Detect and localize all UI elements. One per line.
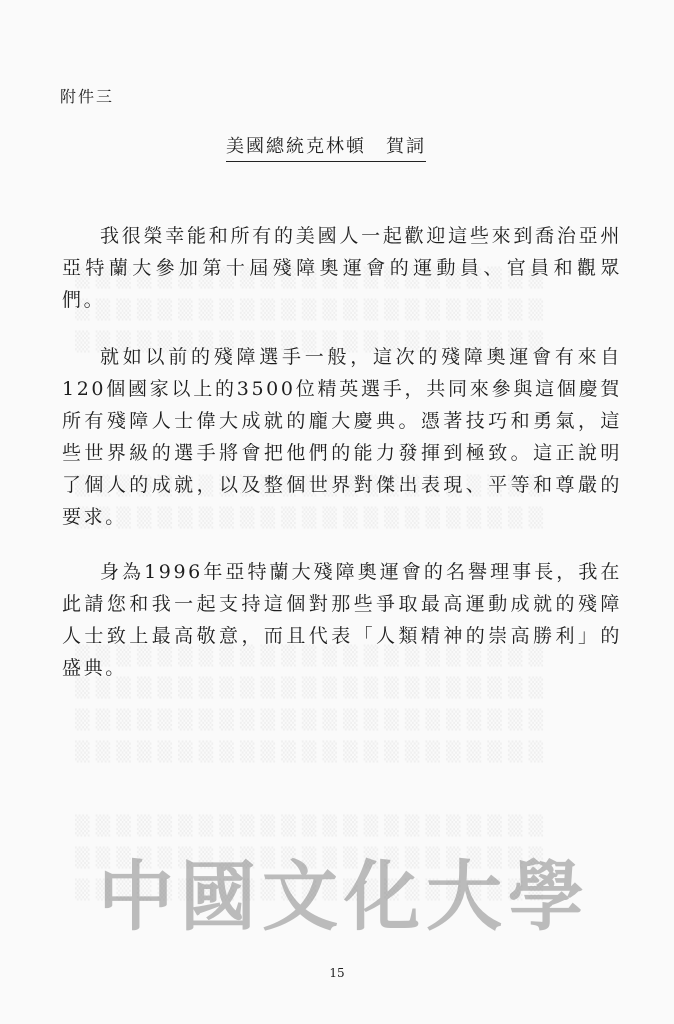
paragraph-honorary-chair: 身為1996年亞特蘭大殘障奧運會的名譽理事長，我在此請您和我一起支持這個對那些爭取最高運動成就的殘障人士致上最高敬意，而且代表「人類精神的崇高勝利」的盛典。 [62,561,622,679]
attachment-label: 附件三 [60,87,115,106]
paragraph-welcome: 我很榮幸能和所有的美國人一起歡迎這些來到喬治亞州亞特蘭大參加第十屆殘障奧運會的運動員、官員和觀眾們。 [62,225,622,311]
university-watermark: 中國文化大學 [98,852,590,941]
document-title: 美國總統克林頓 賀詞 [226,132,426,162]
page-number: 15 [329,966,345,980]
paragraph-athletes: 就如以前的殘障選手一般，這次的殘障奧運會有來自120個國家以上的3500位精英選手，共同來參與這個慶賀所有殘障人士偉大成就的龐大慶典。憑著技巧和勇氣，這些世界級的選手將會把他們的能力發揮到極致。這正說明了個人的成就，以及整個世界對傑出表現、平等和尊嚴的要求。 [62,346,622,528]
